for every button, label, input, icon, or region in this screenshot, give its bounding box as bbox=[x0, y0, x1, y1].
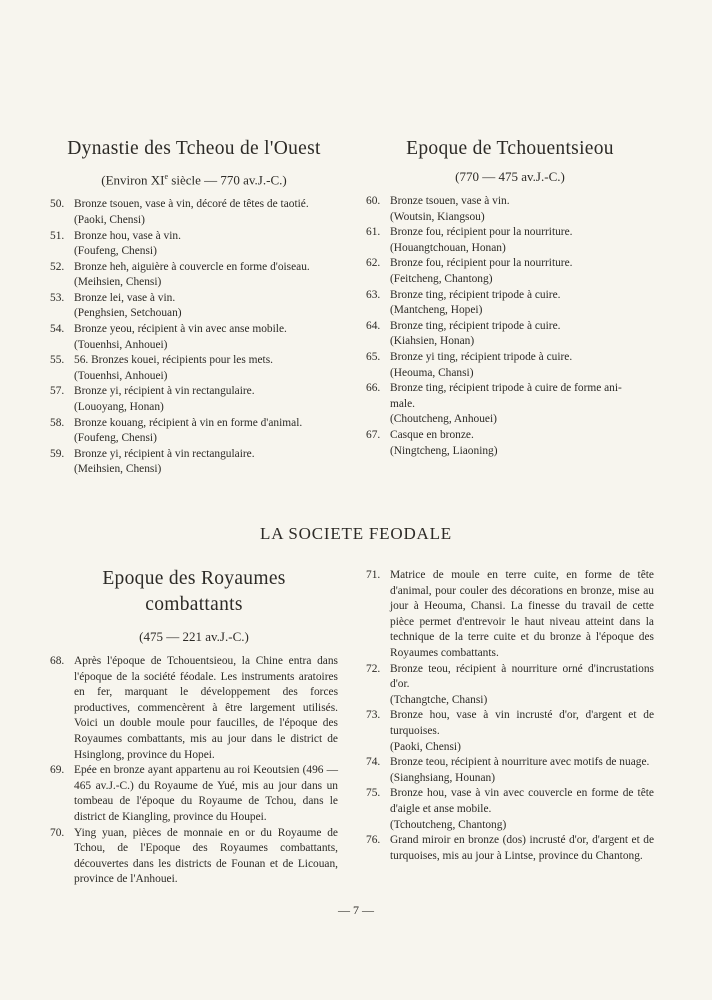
catalog-entry bbox=[366, 833, 654, 864]
catalog-entry bbox=[366, 288, 654, 319]
entry-text: Matrice de moule en terre cuite, en forme de tête d'animal, pour couler des décorations en bronze, mise au jour à Heouma, Chansi. La finesse du travail de cette pièce permet d'entrevoir le haut niveau atteint dans la technique de la terre cuite et du bronze à l'époque des Royaumes combattants. bbox=[390, 569, 654, 659]
entry-number: 57. bbox=[50, 385, 65, 398]
entry-number: 73. bbox=[366, 709, 381, 722]
entry-location: (Meihsien, Chensi) bbox=[74, 276, 162, 289]
entry-text: Bronze heh, aiguière à couvercle en forme d'oiseau. bbox=[74, 260, 310, 273]
entry-location: (Houangtchouan, Honan) bbox=[390, 241, 506, 254]
entry-number: 54. bbox=[50, 323, 65, 336]
catalog-entry bbox=[50, 447, 338, 478]
entry-list bbox=[366, 568, 654, 864]
entry-location: (Tchoutcheng, Chantong) bbox=[390, 818, 507, 831]
entry-text: Bronze tsouen, vase à vin. bbox=[390, 195, 510, 207]
catalog-entry bbox=[50, 826, 338, 888]
section-title: Dynastie des Tcheou de l'Ouest bbox=[67, 138, 321, 159]
entry-text: Casque en bronze. bbox=[390, 428, 474, 441]
section-date: (770 — 475 av.J.-C.) bbox=[455, 169, 565, 184]
entry-text: Bronze ting, récipient tripode à cuire. bbox=[390, 319, 561, 332]
entry-text: 56. Bronzes kouei, récipients pour les mets. bbox=[74, 354, 273, 367]
section-warring-states bbox=[50, 566, 338, 888]
catalog-entry bbox=[366, 194, 654, 225]
catalog-entry bbox=[366, 225, 654, 256]
entry-location: (Paoki, Chensi) bbox=[390, 740, 461, 753]
section-date: (Environ XIe siècle — 770 av.J.-C.) bbox=[101, 172, 287, 188]
entry-text: Bronze hou, vase à vin incrusté d'or, d'argent et de turquoises. bbox=[390, 709, 654, 737]
entry-number: 61. bbox=[366, 226, 381, 239]
section-title-line1: Epoque des Royaumes bbox=[102, 568, 286, 589]
entry-number: 59. bbox=[50, 447, 65, 460]
entry-text: Bronze yi, récipient à vin rectangulaire. bbox=[74, 447, 255, 460]
entry-location: (Tchangtche, Chansi) bbox=[390, 693, 488, 706]
catalog-entry bbox=[366, 256, 654, 287]
entry-number: 76. bbox=[366, 834, 381, 847]
entry-location: (Meihsien, Chensi) bbox=[74, 463, 162, 476]
section-title-line2: combattants bbox=[145, 594, 243, 615]
entry-number: 70. bbox=[50, 826, 65, 839]
page-number: — 7 — bbox=[338, 903, 374, 917]
entry-number: 62. bbox=[366, 257, 381, 270]
entry-text: Grand miroir en bronze (dos) incrusté d'or, d'argent et de turquoises, mis au jour à Lintse, province du Chantong. bbox=[390, 834, 654, 862]
entry-location: (Foufeng, Chensi) bbox=[74, 432, 157, 445]
catalog-entry bbox=[50, 353, 338, 384]
catalog-entry bbox=[50, 322, 338, 353]
section-chunqiu bbox=[366, 136, 654, 459]
catalog-entry bbox=[50, 654, 338, 763]
entry-number: 58. bbox=[50, 416, 65, 429]
entry-location: (Feitcheng, Chantong) bbox=[390, 272, 493, 285]
entry-number: 74. bbox=[366, 756, 381, 769]
entry-location: (Sianghsiang, Hounan) bbox=[390, 771, 496, 784]
catalog-entry bbox=[50, 260, 338, 291]
catalog-entry bbox=[366, 319, 654, 350]
entry-text: Bronze yeou, récipient à vin avec anse mobile. bbox=[74, 323, 287, 336]
entry-list bbox=[50, 197, 338, 478]
catalog-entry bbox=[366, 755, 654, 786]
entry-number: 53. bbox=[50, 291, 65, 304]
entry-number: 55. bbox=[50, 354, 65, 367]
entry-number: 60. bbox=[366, 195, 381, 207]
entry-number: 52. bbox=[50, 260, 65, 273]
catalog-entry bbox=[366, 786, 654, 833]
entry-number: 64. bbox=[366, 319, 381, 332]
section-western-zhou bbox=[50, 136, 338, 478]
catalog-entry bbox=[366, 428, 654, 459]
entry-location: (Paoki, Chensi) bbox=[74, 213, 145, 226]
entry-number: 67. bbox=[366, 428, 381, 441]
entry-text: Ying yuan, pièces de monnaie en or du Royaume de Tchou, de l'Epoque des Royaumes combattants, découvertes dans les districts de Founan et de Licouan, province de l'Anhouei. bbox=[74, 826, 338, 886]
catalog-entry bbox=[50, 763, 338, 825]
entry-list bbox=[366, 194, 654, 459]
entry-number: 50. bbox=[50, 198, 65, 211]
entry-number: 51. bbox=[50, 229, 65, 242]
entry-number: 66. bbox=[366, 382, 381, 395]
entry-location: (Woutsin, Kiangsou) bbox=[390, 210, 485, 223]
entry-text: Bronze yi, récipient à vin rectangulaire. bbox=[74, 385, 255, 398]
entry-location: (Louoyang, Honan) bbox=[74, 401, 164, 414]
entry-text: Bronze fou, récipient pour la nourriture. bbox=[390, 226, 573, 239]
entry-location: (Heouma, Chansi) bbox=[390, 366, 474, 379]
entry-location: (Touenhsi, Anhouei) bbox=[74, 369, 168, 382]
entry-text: Bronze teou, récipient à nourriture orné d'incrustations d'or. bbox=[390, 662, 654, 691]
main-heading: LA SOCIETE FEODALE bbox=[260, 524, 452, 543]
entry-list bbox=[50, 654, 338, 888]
entry-text: Bronze yi ting, récipient tripode à cuire. bbox=[390, 350, 573, 363]
entry-text: Bronze kouang, récipient à vin en forme d'animal. bbox=[74, 416, 303, 429]
entry-text: Bronze teou, récipient à nourriture avec motifs de nuage. bbox=[390, 756, 650, 769]
catalog-entry bbox=[50, 291, 338, 322]
entry-number: 68. bbox=[50, 655, 65, 667]
entry-number: 72. bbox=[366, 662, 381, 675]
entry-text: Bronze lei, vase à vin. bbox=[74, 291, 176, 304]
entry-location: (Penghsien, Setchouan) bbox=[74, 307, 182, 320]
entry-text: Après l'époque de Tchouentsieou, la Chine entra dans l'époque de la société féodale. Les instruments aratoires en fer, marquant le développement des forces productives, commencèrent à être largement utilisés. Voici un double moule pour faucilles, de l'époque des Royaumes combattants, mis au jour dans le district de Hsinglong, province du Hopei. bbox=[74, 655, 338, 761]
entry-number: 69. bbox=[50, 764, 65, 777]
catalog-entry bbox=[50, 229, 338, 260]
entry-text: Bronze hou, vase à vin avec couvercle en forme de tête d'aigle et anse mobile. bbox=[390, 787, 654, 815]
entry-location: (Choutcheng, Anhouei) bbox=[390, 413, 497, 426]
entry-number: 63. bbox=[366, 288, 381, 301]
entry-location: (Foufeng, Chensi) bbox=[74, 245, 157, 258]
section-warring-states-cont bbox=[366, 568, 654, 864]
entry-location: (Kiahsien, Honan) bbox=[390, 335, 475, 348]
entry-location: (Mantcheng, Hopei) bbox=[390, 304, 483, 317]
catalog-entry bbox=[366, 568, 654, 662]
catalog-entry bbox=[50, 197, 338, 228]
entry-text: Bronze ting, récipient tripode à cuire. bbox=[390, 288, 561, 301]
catalog-entry bbox=[366, 662, 654, 709]
catalog-entry bbox=[366, 708, 654, 755]
entry-text: Epée en bronze ayant appartenu au roi Keoutsien (496 — 465 av.J.-C.) du Royaume de Yué, mis au jour dans un tombeau de l'époque du Royaume de Tchou, dans le district de Kiangling, province du Houpei. bbox=[74, 764, 338, 823]
entry-number: 75. bbox=[366, 787, 381, 800]
entry-text: Bronze ting, récipient tripode à cuire de forme ani- male. bbox=[390, 382, 622, 410]
section-title: Epoque de Tchouentsieou bbox=[406, 138, 614, 159]
catalog-entry bbox=[366, 350, 654, 381]
catalog-entry bbox=[366, 381, 654, 428]
entry-location: (Touenhsi, Anhouei) bbox=[74, 338, 168, 351]
section-date: (475 — 221 av.J.-C.) bbox=[139, 629, 249, 644]
entry-location: (Ningtcheng, Liaoning) bbox=[390, 444, 498, 457]
catalog-entry bbox=[50, 384, 338, 415]
entry-text: Bronze hou, vase à vin. bbox=[74, 229, 181, 242]
entry-text: Bronze tsouen, vase à vin, décoré de têtes de taotié. bbox=[74, 198, 309, 211]
entry-number: 71. bbox=[366, 569, 381, 581]
catalog-entry bbox=[50, 416, 338, 447]
entry-number: 65. bbox=[366, 350, 381, 363]
entry-text: Bronze fou, récipient pour la nourriture. bbox=[390, 257, 573, 270]
